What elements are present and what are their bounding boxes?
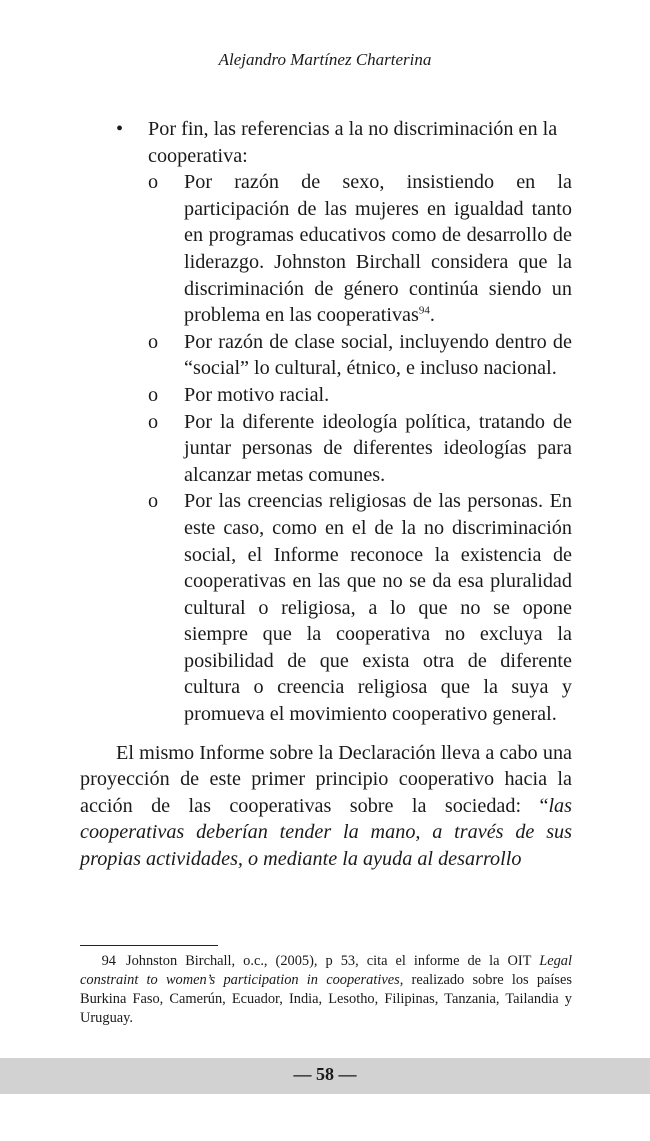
bullet-text: Por fin, las referencias a la no discriminación en la cooperativa: (148, 118, 558, 167)
list-item (148, 409, 572, 489)
footnote-text: Johnston Birchall, o.c., (2005), p 53, cita el informe de la OIT (126, 953, 540, 969)
list-item-text: Por razón de clase social, incluyendo dentro de “social” lo cultural, étnico, e incluso nacional. (184, 330, 572, 380)
page-number: — 58 — (293, 1064, 357, 1084)
list-item (148, 169, 572, 329)
footnote-number: 94 (101, 953, 116, 969)
list-item-text: Por motivo racial. (184, 383, 330, 406)
body-paragraph (80, 740, 572, 873)
paragraph-quote: las cooperativas deberían tender la mano, a través de sus propias actividades, o mediante la ayuda al desarrollo (80, 794, 572, 871)
bullet-item (80, 116, 572, 728)
footnote-ref[interactable]: 94 (418, 304, 430, 317)
circle-bullet-icon: o (148, 330, 159, 353)
list-item-text: Por razón de sexo, insistiendo en la participación de las mujeres en igualdad tanto en programas educativos como de desarrollo de liderazgo. Johnston Birchall considera que la discriminación de género continúa siendo un problema en las cooperativas (184, 171, 572, 327)
circle-bullet-icon: o (148, 410, 159, 433)
footnote-title: Legal constraint to women’s participation in cooperatives, (80, 953, 572, 988)
paragraph-text: El mismo Informe sobre la Declaración lleva a cabo una proyección de este primer principio cooperativo hacia la acción de las cooperativas sobre la sociedad: “ (80, 741, 572, 817)
circle-bullet-icon: o (148, 490, 159, 513)
circle-bullet-icon: o (148, 171, 159, 194)
running-header: Alejandro Martínez Charterina (218, 50, 432, 69)
list-item (148, 488, 572, 727)
circle-bullet-icon: o (148, 383, 159, 406)
sub-list (148, 169, 572, 727)
footnote-divider (80, 945, 218, 946)
page-body (80, 116, 572, 893)
list-item-end: . (429, 304, 435, 327)
footnote-text-end: realizado sobre los países Burkina Faso, Camerún, Ecuador, India, Lesotho, Filipinas, Tanzania, Tailandia y Uruguay. (80, 972, 572, 1026)
bullet-icon: • (116, 118, 124, 140)
list-item (148, 329, 572, 382)
list-item-text: Por la diferente ideología política, tratando de juntar personas de diferentes ideologías para alcanzar metas comunes. (184, 410, 572, 486)
list-item-text: Por las creencias religiosas de las personas. En este caso, como en el de la no discriminación social, el Informe reconoce la existencia de cooperativas en las que no se da esa pluralidad cultural o religiosa, a lo que no se opone siempre que la cooperativa no excluya la posibilidad de que exista otra de diferente cultura o creencia religiosa que la suya y promueva el movimiento cooperativo general. (184, 490, 572, 726)
list-item (148, 382, 572, 409)
footnote (80, 952, 572, 1028)
